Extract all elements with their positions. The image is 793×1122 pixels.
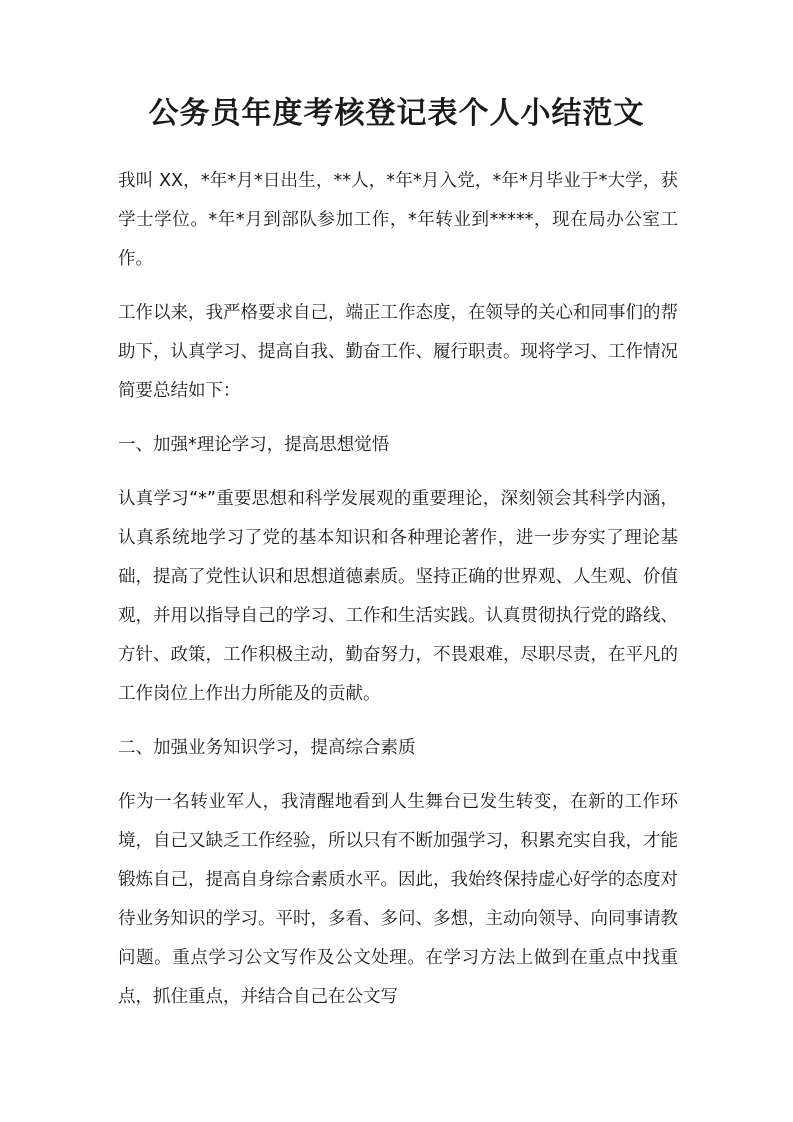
paragraph-intro: 我叫 XX，*年*月*日出生，**人，*年*月入党，*年*月毕业于*大学，获学士学位。*年*月到部队参加工作，*年转业到*****，现在局办公室工作。 (118, 171, 678, 269)
paragraph-section-2: 作为一名转业军人，我清醒地看到人生舞台已发生转变，在新的工作环境，自己又缺乏工作经验，所以只有不断加强学习，积累充实自我，才能锻炼自己，提高自身综合素质水平。因此，我始终保持虚心好学的态度对待业务知识的学习。平时，多看、多问、多想，主动向领导、向同事请教问题。重点学习公文写作及公文处理。在学习方法上做到在重点中找重点，抓住重点，并结合自己在公文写 (118, 792, 678, 1007)
document-body (118, 162, 678, 1032)
document-title: 公务员年度考核登记表个人小结范文 (148, 96, 645, 131)
section-heading-1: 一、加强*理论学习，提高思想觉悟 (118, 435, 390, 455)
section-heading-2: 二、加强业务知识学习，提高综合素质 (118, 738, 416, 758)
paragraph-overview: 工作以来，我严格要求自己，端正工作态度，在领导的关心和同事们的帮助下，认真学习、提高自我、勤奋工作、履行职责。现将学习、工作情况简要总结如下： (118, 303, 678, 401)
paragraph-section-1: 认真学习“*”重要思想和科学发展观的重要理论，深刻领会其科学内涵，认真系统地学习了党的基本知识和各种理论著作，进一步夯实了理论基础，提高了党性认识和思想道德素质。坚持正确的世界观、人生观、价值观，并用以指导自己的学习、工作和生活实践。认真贯彻执行党的路线、方针、政策，工作积极主动，勤奋努力，不畏艰难，尽职尽责，在平凡的工作岗位上作出力所能及的贡献。 (118, 489, 678, 704)
